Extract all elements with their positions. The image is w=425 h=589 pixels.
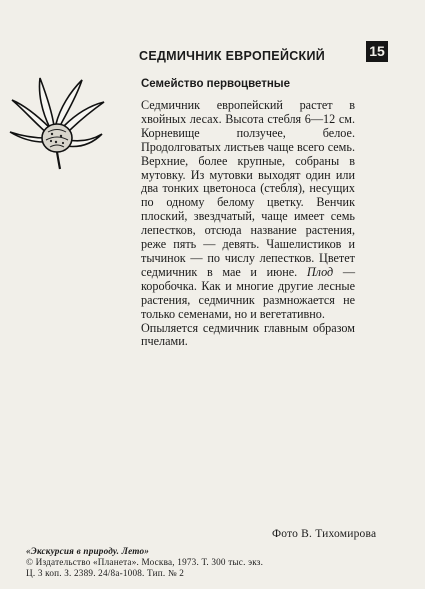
- family-heading: Семейство первоцветные: [141, 78, 291, 90]
- flower-illustration-icon: [6, 72, 108, 170]
- description-paragraph: Опыляется седмичник главным образом пчелами.: [141, 320, 355, 349]
- price-line: Ц. 3 коп. З. 2389. 24/8а-1008. Тип. № 2: [26, 568, 185, 578]
- publisher-info: [26, 546, 406, 579]
- publisher-line: © Издательство «Планета». Москва, 1973. Т. 300 тыс. экз.: [26, 557, 264, 567]
- flower-petal: [10, 132, 46, 142]
- description-paragraph: Седмичник европейский растет в хвойных лесах. Высота стебля 6—12 см. Корневище ползучее, белое. Продолговатых листьев чаще всего семь. Верхние, более крупные, собраны в мутовку. Из мутовки выходят один или два тонких цветоноса (стебля), несущих по одному белому цветку. Венчик плоский, звездчатый, чаще имеет семь лепестков, отсюда название растения, реже пять — девять. Чашелистиков и тычинок — по числу лепестков. Цветет седмичник в мае и июне. Плод — коробочка. Как и многие другие лесные растения, седмичник размножается не только семенами, но и вегетативно.: [141, 98, 356, 321]
- series-name: «Экскурсия в природу. Лето»: [26, 546, 150, 556]
- description: [141, 99, 355, 349]
- flower-capsule: [42, 124, 72, 152]
- photo-credit: Фото В. Тихомирова: [272, 528, 377, 540]
- fruit-term: Плод: [306, 264, 334, 279]
- flower-stem: [57, 152, 60, 169]
- card-title: СЕДМИЧНИК ЕВРОПЕЙСКИЙ: [139, 49, 326, 63]
- card-number-badge: 15: [366, 41, 388, 62]
